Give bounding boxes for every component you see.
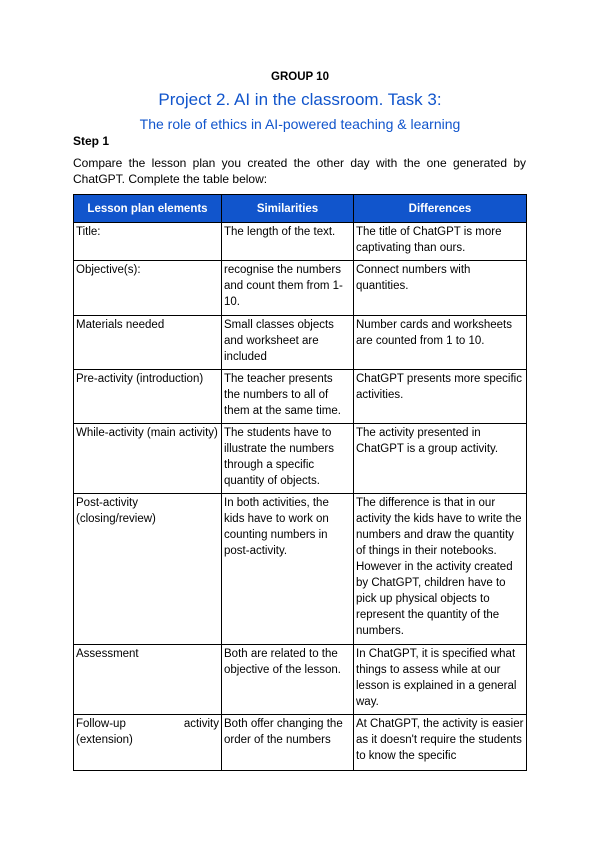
table-row bbox=[74, 645, 527, 715]
table-row bbox=[74, 316, 527, 370]
row-element: Title: bbox=[74, 223, 222, 261]
row-similarities: In both activities, the kids have to work on counting numbers in post-activity. bbox=[222, 494, 354, 645]
header-similarities: Similarities bbox=[222, 195, 354, 223]
row-differences: At ChatGPT, the activity is easier as it doesn't require the students to know the specific bbox=[354, 715, 527, 771]
row-similarities: Small classes objects and worksheet are included bbox=[222, 316, 354, 370]
header-differences: Differences bbox=[354, 195, 527, 223]
row-element: Post-activity (closing/review) bbox=[74, 494, 222, 645]
row-differences: Number cards and worksheets are counted from 1 to 10. bbox=[354, 316, 527, 370]
row-differences: The difference is that in our activity the kids have to write the numbers and draw the quantity of things in their notebooks. However in the activity created by ChatGPT, children have to pick up physical objects to represent the quantity of the numbers. bbox=[354, 494, 527, 645]
row-differences: The activity presented in ChatGPT is a group activity. bbox=[354, 424, 527, 494]
row-element: Materials needed bbox=[74, 316, 222, 370]
table-row bbox=[74, 424, 527, 494]
row-differences: ChatGPT presents more specific activities. bbox=[354, 370, 527, 424]
comparison-table bbox=[73, 194, 527, 771]
header-lesson-plan-elements: Lesson plan elements bbox=[74, 195, 222, 223]
row-element: Objective(s): bbox=[74, 261, 222, 316]
page-title: Project 2. AI in the classroom. Task 3: bbox=[158, 90, 442, 109]
step-label: Step 1 bbox=[73, 134, 110, 148]
page-subtitle: The role of ethics in AI-powered teaching & learning bbox=[139, 116, 461, 132]
step-instructions: Compare the lesson plan you created the other day with the one generated by ChatGPT. Complete the table below: bbox=[73, 156, 526, 186]
table-header-row bbox=[74, 195, 527, 223]
row-element: Pre-activity (introduction) bbox=[74, 370, 222, 424]
table-row bbox=[74, 223, 527, 261]
table-row bbox=[74, 715, 527, 771]
table-row bbox=[74, 494, 527, 645]
row-similarities: The teacher presents the numbers to all of them at the same time. bbox=[222, 370, 354, 424]
table-row bbox=[74, 261, 527, 316]
row-differences: In ChatGPT, it is specified what things to assess while at our lesson is explained in a general way. bbox=[354, 645, 527, 715]
row-element: Follow-up activity (extension) bbox=[74, 715, 222, 771]
row-element: While-activity (main activity) bbox=[74, 424, 222, 494]
row-similarities: Both are related to the objective of the lesson. bbox=[222, 645, 354, 715]
row-element: Assessment bbox=[74, 645, 222, 715]
table-row bbox=[74, 370, 527, 424]
row-similarities: The students have to illustrate the numbers through a specific quantity of objects. bbox=[222, 424, 354, 494]
row-similarities: Both offer changing the order of the numbers bbox=[222, 715, 354, 771]
row-similarities: The length of the text. bbox=[222, 223, 354, 261]
group-label: GROUP 10 bbox=[271, 71, 329, 83]
row-similarities: recognise the numbers and count them from 1-10. bbox=[222, 261, 354, 316]
row-differences: The title of ChatGPT is more captivating than ours. bbox=[354, 223, 527, 261]
row-differences: Connect numbers with quantities. bbox=[354, 261, 527, 316]
